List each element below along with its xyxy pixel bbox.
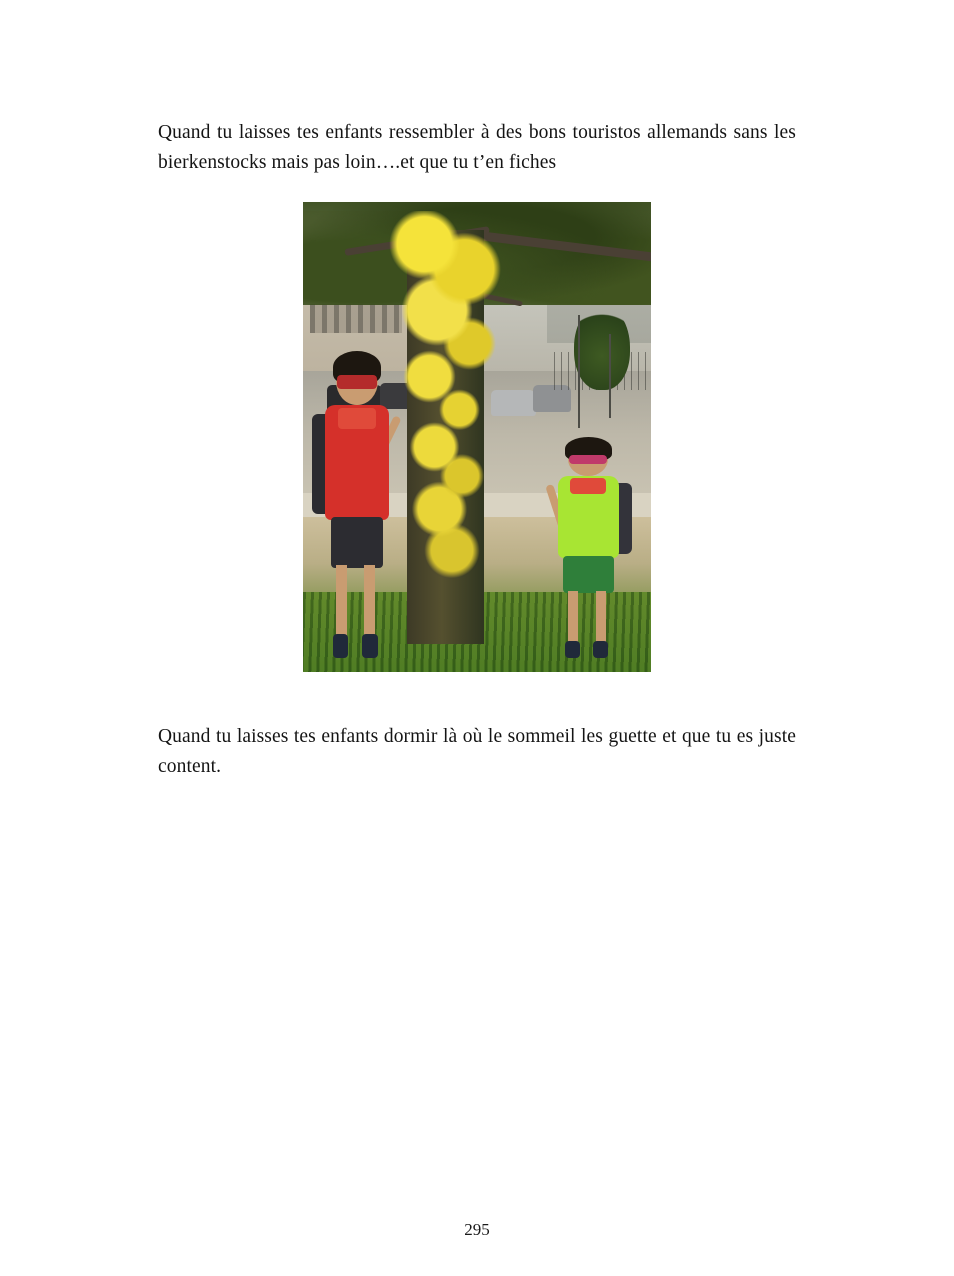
page-number: 295 <box>464 1220 490 1239</box>
photo-sunglasses <box>337 375 376 389</box>
photo-children-tree <box>303 202 651 672</box>
photo-pole <box>609 334 611 419</box>
photo-leg <box>596 591 606 643</box>
photo-yellow-blossoms <box>387 211 512 625</box>
photo-shoe <box>333 634 349 658</box>
photo-shoe <box>593 641 608 658</box>
figure-container <box>158 202 796 672</box>
photo-strap <box>338 408 376 429</box>
photo-shorts <box>563 556 614 593</box>
photo-child-boy <box>310 357 404 658</box>
page-content <box>158 118 796 782</box>
photo-leg <box>364 565 374 637</box>
photo-pole <box>578 315 580 428</box>
paragraph-second: Quand tu laisses tes enfants dormir là où le sommeil les guette et que tu es juste content. <box>158 726 796 777</box>
photo-shorts <box>331 517 384 568</box>
photo-strap <box>570 478 606 493</box>
photo-shoe <box>362 634 378 658</box>
paragraph-first: Quand tu laisses tes enfants ressembler à des bons touristos allemands sans les bierkenstocks mais pas loin….et que tu t’en fiches <box>158 122 796 173</box>
photo-leg <box>336 565 346 637</box>
photo-leg <box>568 591 578 643</box>
photo-child-girl <box>543 442 633 658</box>
photo-shoe <box>565 641 580 658</box>
photo-shrub <box>574 305 630 390</box>
photo-sunglasses <box>569 455 607 465</box>
